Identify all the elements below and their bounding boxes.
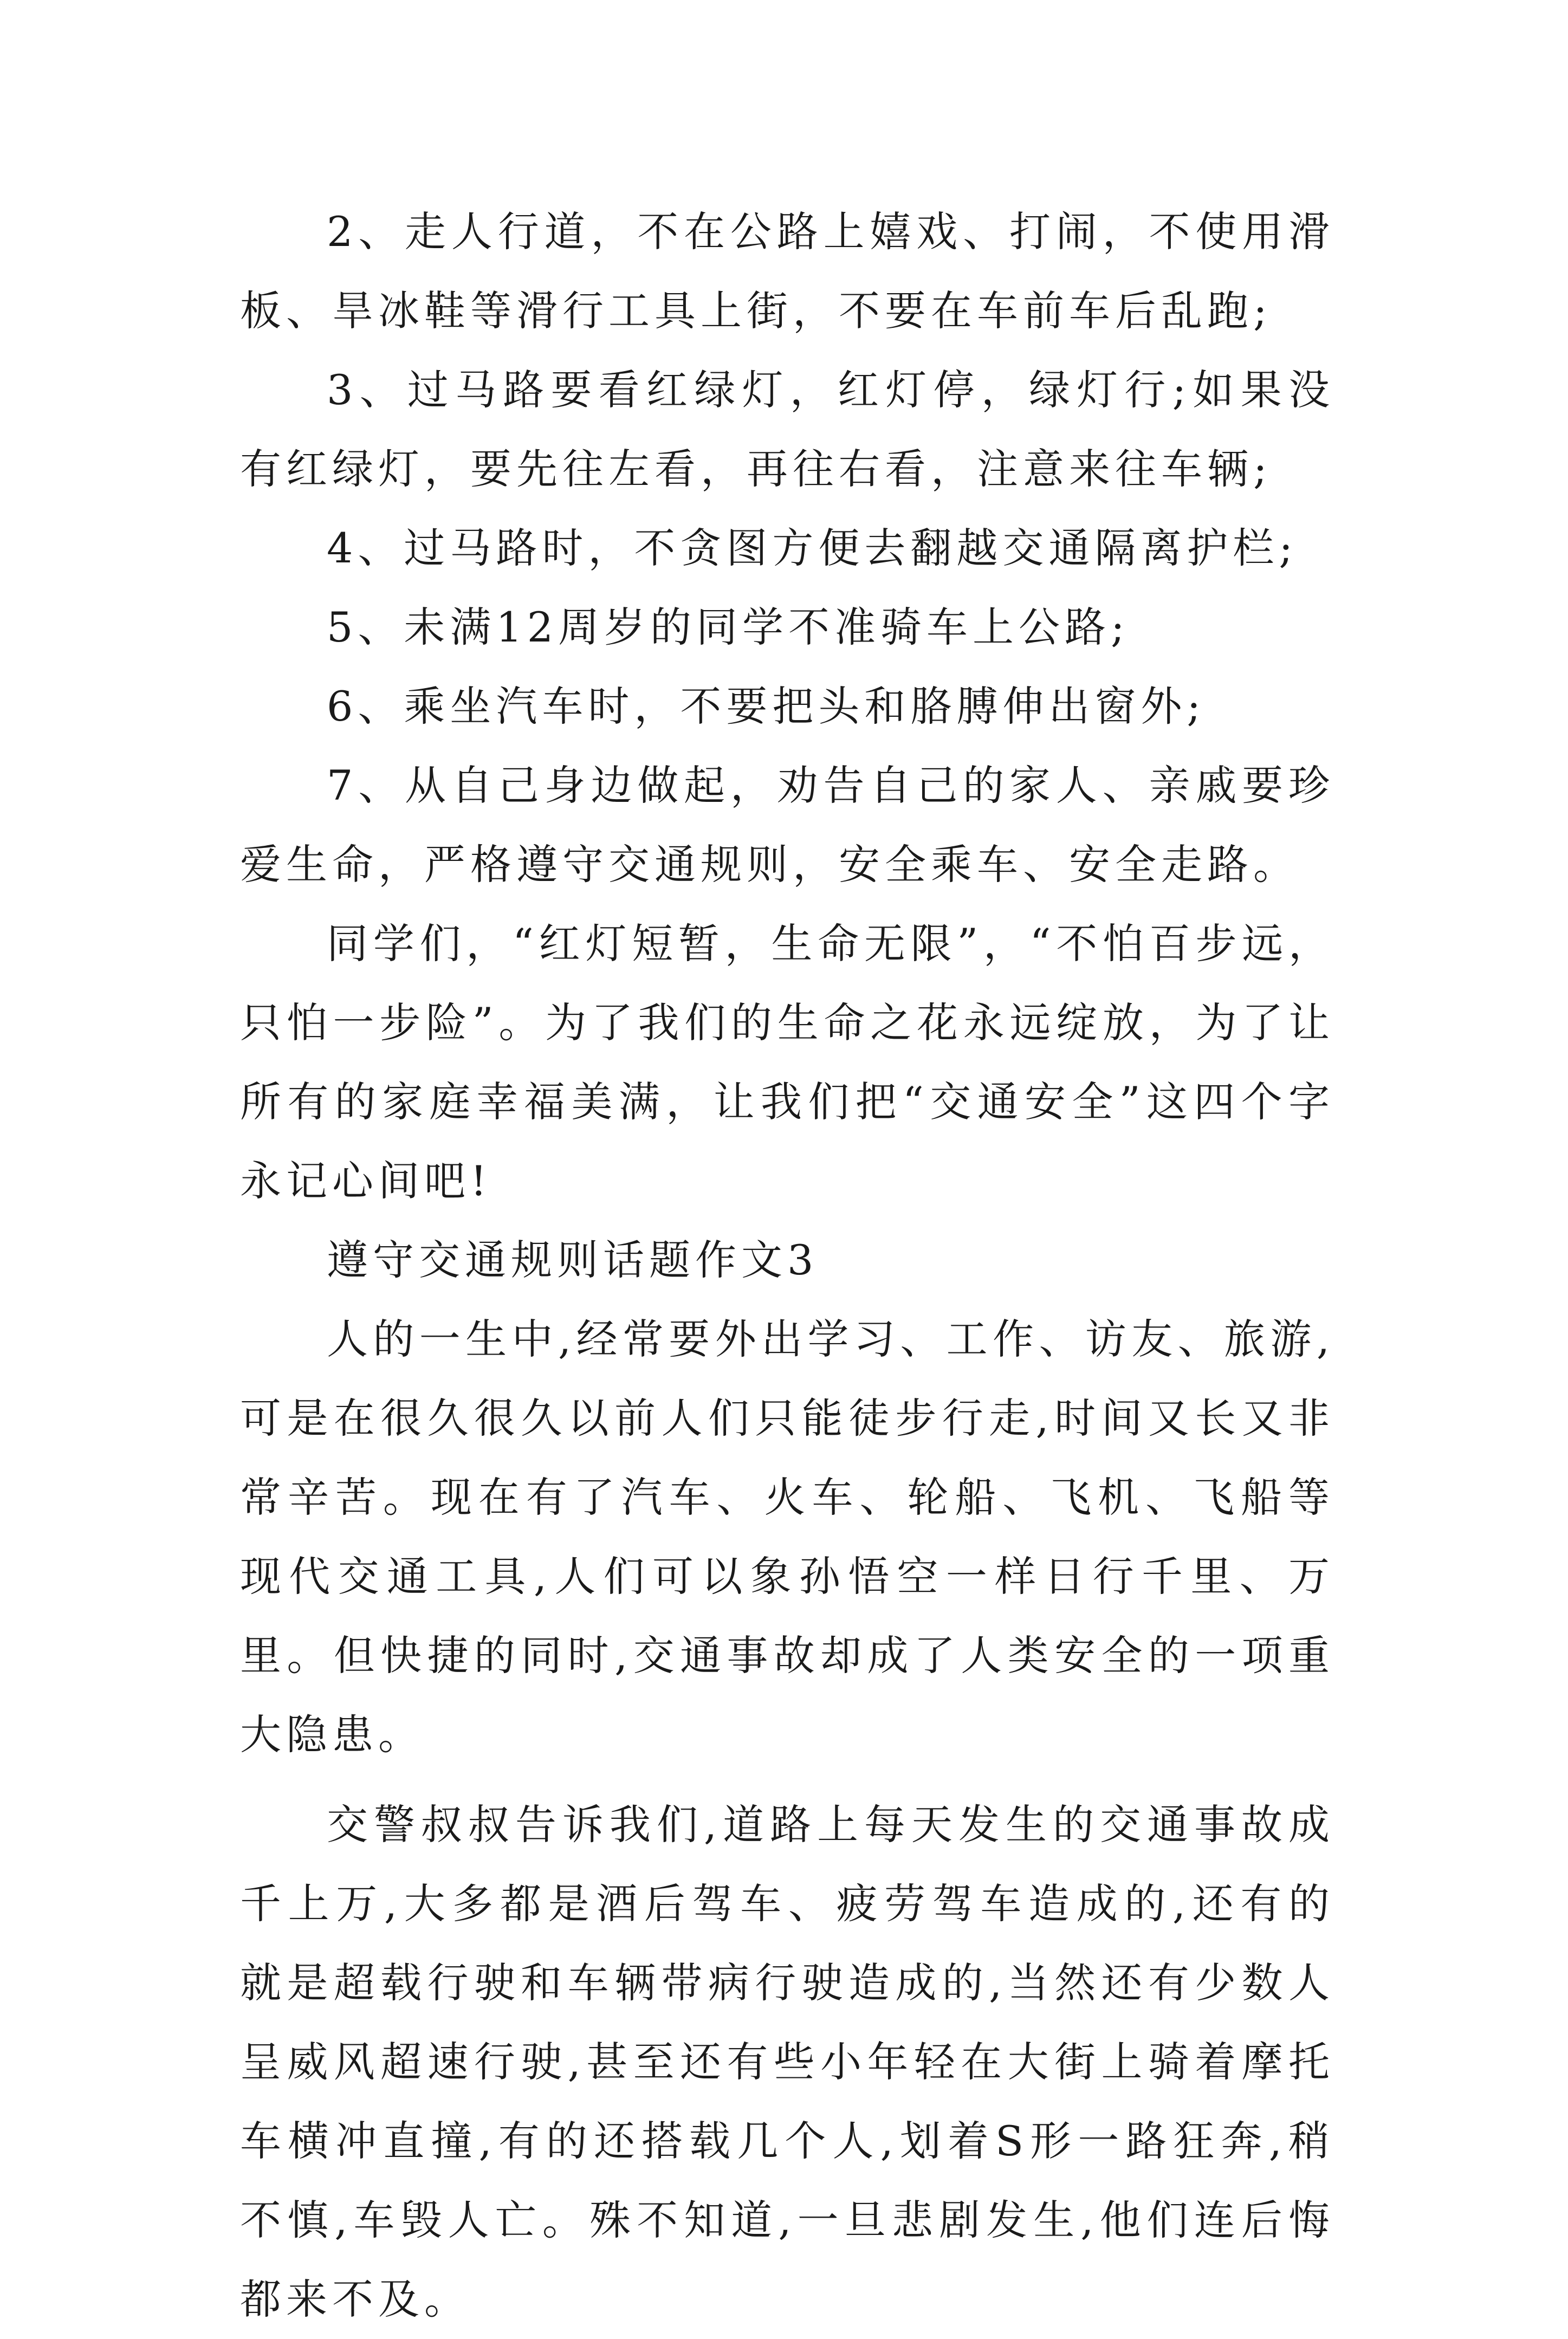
paragraph-rule-4: 4、过马路时，不贪图方便去翻越交通隔离护栏;: [327, 524, 1298, 572]
paragraph-rule-7: 7、从自己身边做起，劝告自己的家人、亲戚要珍爱生命，严格遵守交通规则，安全乘车、安全走路。: [240, 761, 1334, 889]
paragraph-rule-6: 6、乘坐汽车时，不要把头和胳膊伸出窗外;: [327, 682, 1206, 730]
paragraph-closing: 同学们，“红灯短暂，生命无限”，“不怕百步远，只怕一步险”。为了我们的生命之花永远绽放，为了让所有的家庭幸福美满，让我们把“交通安全”这四个字永记心间吧!: [240, 919, 1334, 1205]
paragraph-essay-intro: 人的一生中,经常要外出学习、工作、访友、旅游,可是在很久很久以前人们只能徒步行走,时间又长又非常辛苦。现在有了汽车、火车、轮船、飞机、飞船等现代交通工具,人们可以象孙悟空一样日行千里、万里。但快捷的同时,交通事故却成了人类安全的一项重大隐患。: [240, 1315, 1334, 1759]
paragraph-essay-accidents: 交警叔叔告诉我们,道路上每天发生的交通事故成千上万,大多都是酒后驾车、疲劳驾车造成的,还有的就是超载行驶和车辆带病行驶造成的,当然还有少数人呈威风超速行驶,甚至还有些小年轻在大街上骑着摩托车横冲直撞,有的还搭载几个人,划着S形一路狂奔,稍不慎,车毁人亡。殊不知道,一旦悲剧发生,他们连后悔都来不及。: [240, 1800, 1334, 2323]
paragraph-rule-2: 2、走人行道，不在公路上嬉戏、打闹，不使用滑板、旱冰鞋等滑行工具上街，不要在车前车后乱跑;: [240, 208, 1334, 335]
section-title: 遵守交通规则话题作文3: [327, 1236, 819, 1284]
paragraph-rule-3: 3、过马路要看红绿灯，红灯停，绿灯行;如果没有红绿灯，要先往左看，再往右看，注意来往车辆;: [240, 366, 1334, 493]
paragraph-rule-5: 5、未满12周岁的同学不准骑车上公路;: [327, 603, 1130, 651]
document-body: [240, 192, 1334, 2339]
